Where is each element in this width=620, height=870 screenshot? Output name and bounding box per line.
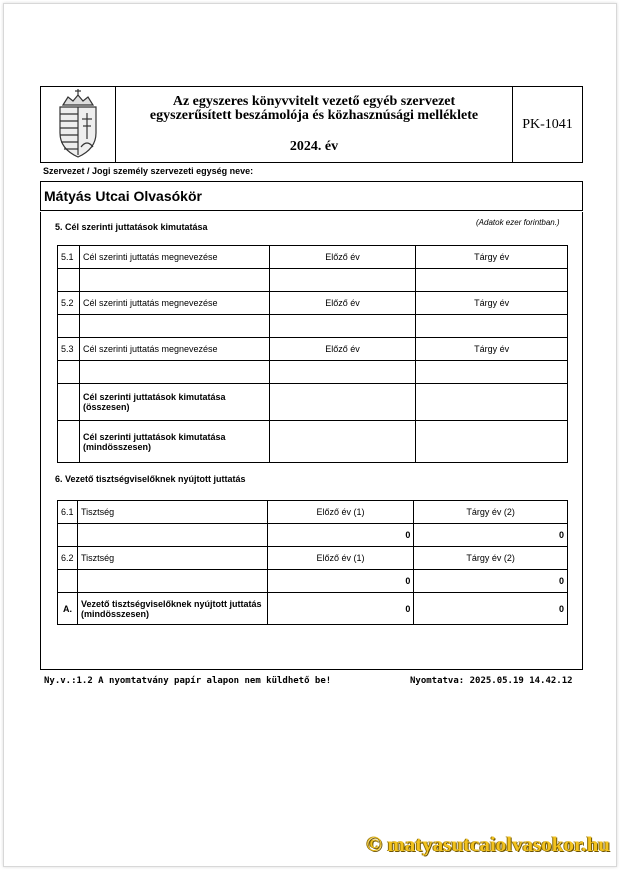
grand-total-label: Vezető tisztségviselőknek nyújtott juttatás (mindösszesen)	[77, 593, 267, 625]
row-label: Cél szerinti juttatás megnevezése	[79, 246, 269, 269]
empty-cell	[58, 315, 80, 338]
input-cell[interactable]	[79, 269, 269, 292]
row-number: 6.1	[58, 501, 78, 524]
row-label: Cél szerinti juttatás megnevezése	[79, 338, 269, 361]
empty-cell	[58, 361, 80, 384]
section5-title: 5. Cél szerinti juttatások kimutatása	[55, 222, 208, 232]
total-prev-cell[interactable]	[269, 384, 416, 421]
prev-year-header: Előző év	[269, 338, 416, 361]
form-code: PK-1041	[522, 116, 573, 132]
table-row	[58, 292, 568, 315]
curr-year-value[interactable]: 0	[414, 570, 568, 593]
grand-total-curr-cell[interactable]	[416, 421, 568, 463]
title-line-1: Az egyszeres könyvvitelt vezető egyéb szervezet	[172, 94, 456, 109]
curr-year-header: Tárgy év (2)	[414, 547, 568, 570]
section5-table	[57, 245, 568, 463]
total-curr-cell[interactable]	[416, 384, 568, 421]
input-cell[interactable]	[269, 315, 416, 338]
input-cell[interactable]	[269, 361, 416, 384]
row-number: 5.2	[58, 292, 80, 315]
table-row	[58, 315, 568, 338]
table-row	[58, 593, 568, 625]
curr-year-header: Tárgy év	[416, 246, 568, 269]
footer-version-note: Ny.v.:1.2 A nyomtatvány papír alapon nem küldhető be!	[44, 676, 332, 686]
table-row	[58, 246, 568, 269]
empty-cell	[58, 570, 78, 593]
prev-year-header: Előző év (1)	[267, 547, 414, 570]
input-cell[interactable]	[416, 269, 568, 292]
section6-table	[57, 500, 568, 625]
prev-year-value[interactable]: 0	[267, 570, 414, 593]
curr-year-header: Tárgy év (2)	[414, 501, 568, 524]
crest-cell	[41, 87, 116, 162]
row-label: Cél szerinti juttatás megnevezése	[79, 292, 269, 315]
input-cell[interactable]	[79, 315, 269, 338]
input-cell[interactable]	[416, 315, 568, 338]
prev-year-header: Előző év	[269, 246, 416, 269]
grand-total-label: Cél szerinti juttatások kimutatása (mindösszesen)	[79, 421, 269, 463]
table-row	[58, 421, 568, 463]
input-cell[interactable]	[79, 361, 269, 384]
row-number: 5.1	[58, 246, 80, 269]
table-row	[58, 524, 568, 547]
table-row	[58, 570, 568, 593]
row-number: 6.2	[58, 547, 78, 570]
section6-title: 6. Vezető tisztségviselőknek nyújtott juttatás	[55, 474, 246, 484]
curr-year-value[interactable]: 0	[414, 524, 568, 547]
org-name-label: Szervezet / Jogi személy szervezeti egység neve:	[43, 166, 254, 176]
empty-cell	[58, 524, 78, 547]
prev-year-header: Előző év	[269, 292, 416, 315]
input-cell[interactable]	[77, 524, 267, 547]
input-cell[interactable]	[269, 269, 416, 292]
curr-year-header: Tárgy év	[416, 338, 568, 361]
empty-cell	[58, 384, 80, 421]
curr-year-header: Tárgy év	[416, 292, 568, 315]
hungarian-coat-of-arms-icon	[41, 87, 115, 162]
table-row	[58, 547, 568, 570]
empty-cell	[58, 269, 80, 292]
org-name-value: Mátyás Utcai Olvasókör	[44, 188, 202, 204]
currency-note: (Adatok ezer forintban.)	[476, 218, 560, 227]
table-row	[58, 384, 568, 421]
input-cell[interactable]	[416, 361, 568, 384]
input-cell[interactable]	[77, 570, 267, 593]
title-line-2: egyszerűsített beszámolója és közhasznúsági melléklete	[149, 108, 479, 123]
table-row	[58, 501, 568, 524]
grand-total-curr-value[interactable]: 0	[414, 593, 568, 625]
grand-total-prev-cell[interactable]	[269, 421, 416, 463]
row-number: A.	[58, 593, 78, 625]
prev-year-value[interactable]: 0	[267, 524, 414, 547]
footer-print-timestamp: Nyomtatva: 2025.05.19 14.42.12	[410, 676, 573, 686]
row-label: Tisztség	[77, 501, 267, 524]
table-row	[58, 361, 568, 384]
table-row	[58, 338, 568, 361]
org-name-field	[40, 181, 583, 211]
prev-year-header: Előző év (1)	[267, 501, 414, 524]
copyright-watermark: © matyasutcaiolvasokor.hu	[366, 832, 610, 856]
form-title	[116, 87, 513, 162]
empty-cell	[58, 421, 80, 463]
table-row	[58, 269, 568, 292]
grand-total-prev-value[interactable]: 0	[267, 593, 414, 625]
form-header	[40, 86, 583, 163]
row-number: 5.3	[58, 338, 80, 361]
total-label: Cél szerinti juttatások kimutatása (összesen)	[79, 384, 269, 421]
row-label: Tisztség	[77, 547, 267, 570]
report-year: 2024. év	[289, 139, 339, 154]
